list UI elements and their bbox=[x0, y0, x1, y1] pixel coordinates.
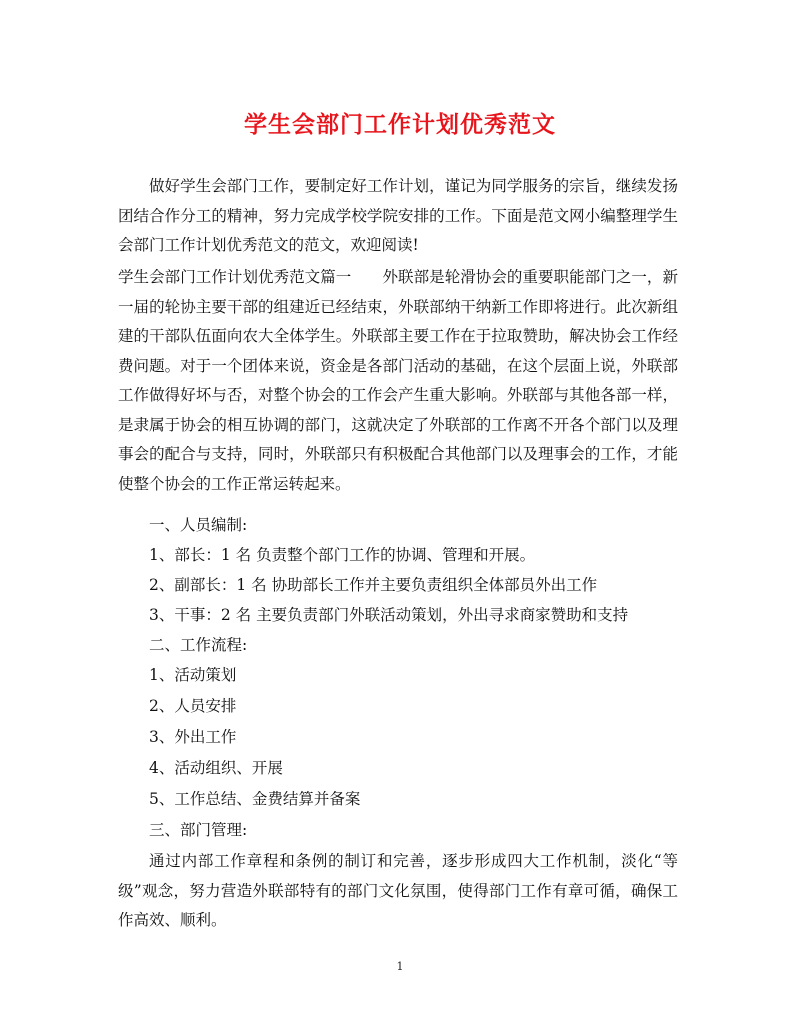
intro-paragraph: 做好学生会部门工作，要制定好工作计划，谨记为同学服务的宗旨，继续发扬团结合作分工的精神，努力完成学校学院安排的工作。下面是范文网小编整理学生会部门工作计划优秀范文的范文，欢迎阅读! bbox=[118, 177, 678, 254]
workflow-heading: 二、工作流程: bbox=[149, 636, 248, 654]
staffing-item-2: 2、副部长：1 名 协助部长工作并主要负责组织全体部员外出工作 bbox=[149, 576, 598, 594]
workflow-item-5: 5、工作总结、金费结算并备案 bbox=[149, 790, 361, 808]
staffing-item-1: 1、部长：1 名 负责整个部门工作的协调、管理和开展。 bbox=[149, 546, 536, 564]
workflow-item-2: 2、人员安排 bbox=[149, 697, 237, 715]
workflow-item-3: 3、外出工作 bbox=[149, 728, 237, 746]
workflow-item-1: 1、活动策划 bbox=[149, 666, 237, 684]
staffing-heading: 一、人员编制: bbox=[149, 516, 248, 534]
closing-paragraph: 通过内部工作章程和条例的制订和完善，逐步形成四大工作机制，淡化“等级”观念，努力营造外联部特有的部门文化氛围，使得部门工作有章可循，确保工作高效、顺利。 bbox=[118, 852, 678, 929]
page-number: 1 bbox=[396, 960, 404, 973]
document-title: 学生会部门工作计划优秀范文 bbox=[244, 111, 556, 138]
workflow-item-4: 4、活动组织、开展 bbox=[149, 759, 283, 777]
staffing-item-3: 3、干事：2 名 主要负责部门外联活动策划，外出寻求商家赞助和支持 bbox=[149, 606, 629, 624]
management-heading: 三、部门管理: bbox=[149, 821, 248, 839]
section1-paragraph: 学生会部门工作计划优秀范文篇一 外联部是轮滑协会的重要职能部门之一，新一届的轮协主要干部的组建近已经结束，外联部纳干纳新工作即将进行。此次新组建的干部队伍面向农大全体学生。外联部主要工作在于拉取赞助，解决协会工作经费问题。对于一个团体来说，资金是各部门活动的基础，在这个层面上说，外联部工作做得好坏与否，对整个协会的工作会产生重大影响。外联部与其他各部一样，是隶属于协会的相互协调的部门，这就决定了外联部的工作离不开各个部门以及理事会的配合与支持，同时，外联部只有积极配合其他部门以及理事会的工作，才能使整个协会的工作正常运转起来。 bbox=[118, 268, 678, 493]
